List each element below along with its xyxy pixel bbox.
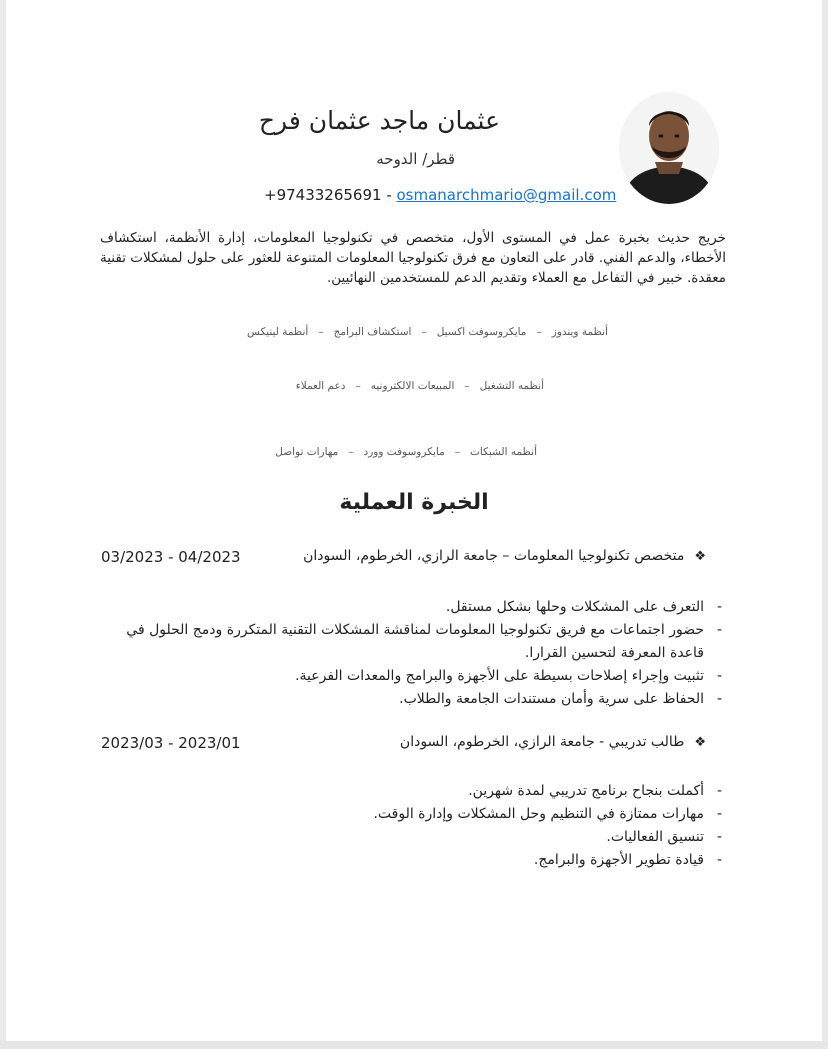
list-item: - مهارات ممتازة في التنظيم وحل المشكلات وإدارة الوقت. xyxy=(373,806,722,822)
skill-separator: – xyxy=(318,326,324,338)
candidate-location: قطر/ الدوحه xyxy=(376,150,455,168)
contact-line xyxy=(264,186,616,204)
page-edge-left xyxy=(0,0,6,1049)
list-item: - تنسيق الفعاليات. xyxy=(606,829,722,845)
skill-item: مايكروسوفت اكسيل xyxy=(436,326,527,338)
page-edge-bottom xyxy=(0,1041,828,1049)
job-title-text: متخصص تكنولوجيا المعلومات – جامعة الرازي، الخرطوم، السودان xyxy=(303,548,685,564)
email-link[interactable]: osmanarchmario@gmail.com xyxy=(396,186,617,204)
skill-item: استكشاف البرامج xyxy=(333,326,412,338)
list-item: - قيادة تطوير الأجهزة والبرامج. xyxy=(533,852,722,868)
job-title xyxy=(303,548,706,564)
list-item: - أكملت بنجاح برنامج تدريبي لمدة شهرين. xyxy=(468,783,722,799)
phone-number: +97433265691 - xyxy=(264,186,397,204)
skill-separator: – xyxy=(536,326,542,338)
diamond-bullet-icon: ❖ xyxy=(694,735,706,750)
skill-item: أنظمة ويندوز xyxy=(551,326,608,338)
job-duties-list xyxy=(100,596,722,711)
skills-row-1 xyxy=(247,326,608,338)
professional-summary: خريج حديث بخبرة عمل في المستوى الأول، متخصص في تكنولوجيا المعلومات، إدارة الأنظمة، استكشاف الأخطاء، والدعم الفني. قادر على التعاون مع فرق تكنولوجيا المعلومات المتنوعة للعثور على حلول لمشكلات تقنية معقدة. خبير في التفاعل مع العملاء وتقديم الدعم للمستخدمين النهائيين. xyxy=(100,230,726,286)
skills-row-2 xyxy=(296,380,544,392)
skill-separator: – xyxy=(355,380,361,392)
avatar xyxy=(619,92,719,204)
skill-item: مهارات تواصل xyxy=(275,446,339,458)
candidate-name: عثمان ماجد عثمان فرح xyxy=(258,106,500,135)
job-title xyxy=(400,734,706,750)
page-edge-right xyxy=(822,0,828,1049)
skill-separator: – xyxy=(454,446,460,458)
skill-item: مايكروسوفت وورد xyxy=(363,446,445,458)
skill-item: أنظمه التشغيل xyxy=(479,380,544,392)
list-item: - التعرف على المشكلات وحلها بشكل مستقل. xyxy=(445,599,722,615)
skill-separator: – xyxy=(464,380,470,392)
job-title-text: طالب تدريبي - جامعة الرازي، الخرطوم، السودان xyxy=(399,734,685,750)
diamond-bullet-icon: ❖ xyxy=(694,549,706,564)
skill-item: دعم العملاء xyxy=(295,380,346,392)
skill-separator: – xyxy=(421,326,427,338)
skill-separator: – xyxy=(348,446,354,458)
list-item: - تثبيت وإجراء إصلاحات بسيطة على الأجهزة والبرامج والمعدات الفرعية. xyxy=(295,668,722,684)
section-heading-experience: الخبرة العملية xyxy=(339,490,489,515)
job-dates: 03/2023 - 04/2023 xyxy=(101,548,241,566)
skill-item: المبيعات الالكترونيه xyxy=(370,380,455,392)
job-dates: 2023/03 - 2023/01 xyxy=(101,734,241,752)
job-duties-list xyxy=(100,780,722,872)
skills-row-3 xyxy=(275,446,537,458)
list-item: - حضور اجتماعات مع فريق تكنولوجيا المعلومات لمناقشة المشكلات التقنية المتكررة ودمج الحلول في قاعدة المعرفة لتحسين القرارا. xyxy=(126,622,722,661)
skill-item: أنظمه الشبكات xyxy=(469,446,537,458)
list-item: - الحفاظ على سرية وأمان مستندات الجامعة والطلاب. xyxy=(399,691,722,707)
skill-item: أنظمة لينيكس xyxy=(246,326,309,338)
